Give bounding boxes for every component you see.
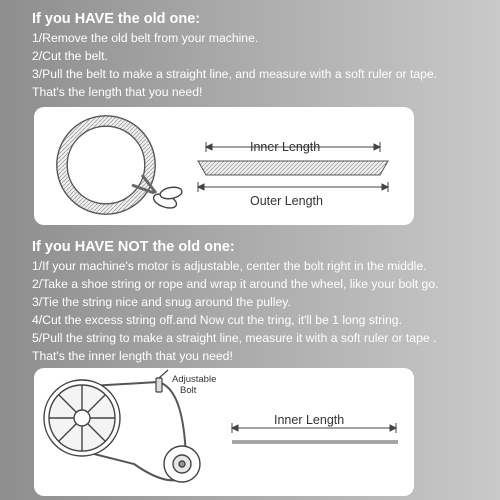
step-line: That's the inner length that you need! — [32, 349, 233, 363]
step-line: 4/Cut the excess string off.and Now cut the tring, it'll be 1 long string. — [32, 313, 402, 327]
inner-length-label: Inner Length — [274, 413, 345, 427]
step-line: 1/Remove the old belt from your machine. — [32, 31, 259, 45]
step-line: 3/Tie the string nice and snug around the pulley. — [32, 295, 291, 309]
step-line: That's the length that you need! — [32, 85, 203, 99]
adjustable-bolt-label-1: Adjustable — [172, 374, 217, 385]
bolt-icon — [156, 370, 168, 392]
pulley-wheel-icon — [44, 380, 120, 456]
pulley-diagram — [34, 368, 414, 496]
section-heading-have-not: If you HAVE NOT the old one: — [32, 239, 235, 255]
pulley-diagram-panel — [34, 368, 414, 496]
section-have-old-belt — [32, 10, 492, 101]
outer-length-label: Outer Length — [250, 194, 323, 208]
section-have-not-old-belt — [32, 238, 492, 365]
cut-belt-diagram-panel — [34, 107, 414, 225]
section-heading-have: If you HAVE the old one: — [32, 11, 201, 27]
step-line: 1/If your machine's motor is adjustable, center the bolt right in the middle. — [32, 259, 427, 273]
step-line: 2/Take a shoe string or rope and wrap it around the wheel, like your bolt go. — [32, 277, 439, 291]
flat-belt-strip — [198, 161, 388, 175]
adjustable-bolt-label-2: Bolt — [180, 385, 197, 396]
step-line: 5/Pull the string to make a straight line, measure it with a soft ruler or tape . — [32, 331, 437, 345]
motor-pulley-icon — [164, 446, 200, 482]
cut-belt-diagram — [34, 107, 414, 225]
inner-length-label: Inner Length — [250, 140, 321, 154]
belt-ring-icon — [57, 116, 156, 215]
outer-length-arrow — [198, 182, 388, 192]
step-line: 2/Cut the belt. — [32, 49, 108, 63]
step-line: 3/Pull the belt to make a straight line, and measure with a soft ruler or tape. — [32, 67, 438, 81]
